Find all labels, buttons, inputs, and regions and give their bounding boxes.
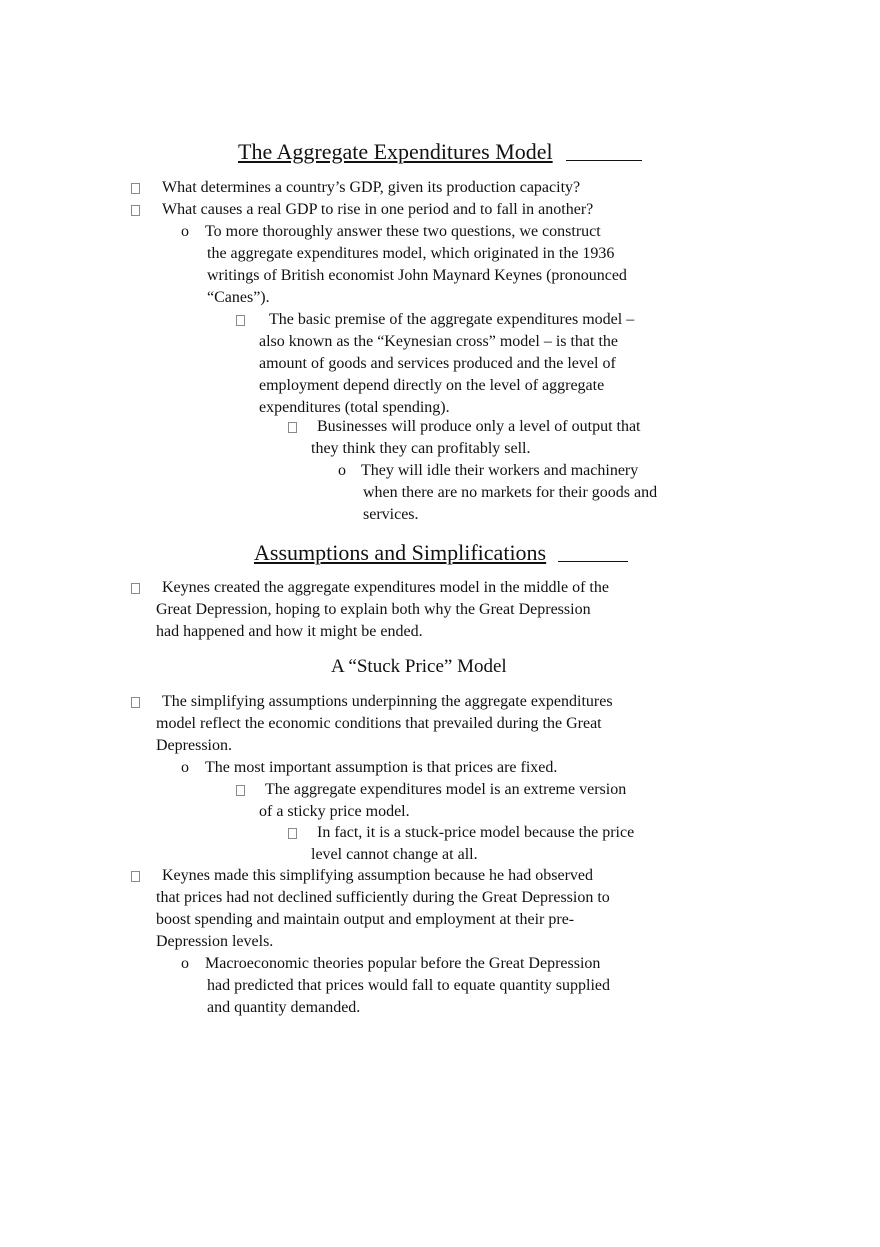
section-title-aggregate-expenditures: The Aggregate Expenditures Model — [238, 139, 553, 164]
assumptions-line: model reflect the economic conditions that prevailed during the Great — [156, 715, 602, 732]
bullet-o-marker: o — [338, 462, 346, 479]
premise-line: The basic premise of the aggregate expenditures model – — [269, 311, 635, 328]
bullet-box-icon — [288, 422, 297, 433]
premise-line: also known as the “Keynesian cross” model – is that the — [259, 333, 619, 350]
sub-bullet-line: the aggregate expenditures model, which originated in the 1936 — [207, 245, 615, 262]
premise-line: expenditures (total spending). — [259, 399, 450, 416]
keynes-line: had happened and how it might be ended. — [156, 623, 423, 640]
business-line: Businesses will produce only a level of output that — [317, 418, 641, 435]
observed-line: boost spending and maintain output and employment at their pre- — [156, 911, 575, 928]
stuck-line: In fact, it is a stuck-price model because the price — [317, 824, 635, 841]
title-underline — [558, 561, 628, 562]
stuck-line: level cannot change at all. — [311, 846, 478, 863]
sub-bullet-line: “Canes”). — [207, 289, 270, 306]
observed-line: that prices had not declined sufficiently during the Great Depression to — [156, 889, 610, 906]
bullet-box-icon — [236, 785, 245, 796]
extreme-line: of a sticky price model. — [259, 803, 410, 820]
sub-bullet-line: writings of British economist John Maynard Keynes (pronounced — [207, 267, 627, 284]
bullet-o-marker: o — [181, 955, 189, 972]
macro-line: and quantity demanded. — [207, 999, 361, 1016]
premise-line: amount of goods and services produced and the level of — [259, 355, 616, 372]
fixed-line: The most important assumption is that prices are fixed. — [205, 759, 558, 776]
section-title-assumptions: Assumptions and Simplifications — [254, 540, 547, 565]
bullet-box-icon — [131, 871, 140, 882]
observed-line: Keynes made this simplifying assumption because he had observed — [162, 867, 594, 884]
premise-line: employment depend directly on the level of aggregate — [259, 377, 605, 394]
bullet-box-icon — [131, 205, 140, 216]
bullet-box-icon — [288, 828, 297, 839]
title-underline — [566, 160, 642, 161]
keynes-line: Keynes created the aggregate expenditures model in the middle of the — [162, 579, 609, 596]
question-gdp: What determines a country’s GDP, given its production capacity? — [162, 179, 581, 196]
idle-line: services. — [363, 506, 419, 523]
section-title-stuck-price: A “Stuck Price” Model — [331, 656, 507, 677]
observed-line: Depression levels. — [156, 933, 274, 950]
macro-line: Macroeconomic theories popular before the Great Depression — [205, 955, 601, 972]
idle-line: when there are no markets for their goods and — [363, 484, 658, 501]
assumptions-line: Depression. — [156, 737, 232, 754]
sub-bullet-line: To more thoroughly answer these two questions, we construct — [205, 223, 601, 240]
bullet-o-marker: o — [181, 223, 189, 240]
business-line: they think they can profitably sell. — [311, 440, 531, 457]
macro-line: had predicted that prices would fall to equate quantity supplied — [207, 977, 610, 994]
bullet-box-icon — [236, 315, 245, 326]
keynes-line: Great Depression, hoping to explain both why the Great Depression — [156, 601, 591, 618]
bullet-box-icon — [131, 697, 140, 708]
question-real-gdp: What causes a real GDP to rise in one period and to fall in another? — [162, 201, 594, 218]
bullet-box-icon — [131, 183, 140, 194]
bullet-o-marker: o — [181, 759, 189, 776]
bullet-box-icon — [131, 583, 140, 594]
assumptions-line: The simplifying assumptions underpinning the aggregate expenditures — [162, 693, 613, 710]
idle-line: They will idle their workers and machinery — [361, 462, 639, 479]
extreme-line: The aggregate expenditures model is an extreme version — [265, 781, 627, 798]
